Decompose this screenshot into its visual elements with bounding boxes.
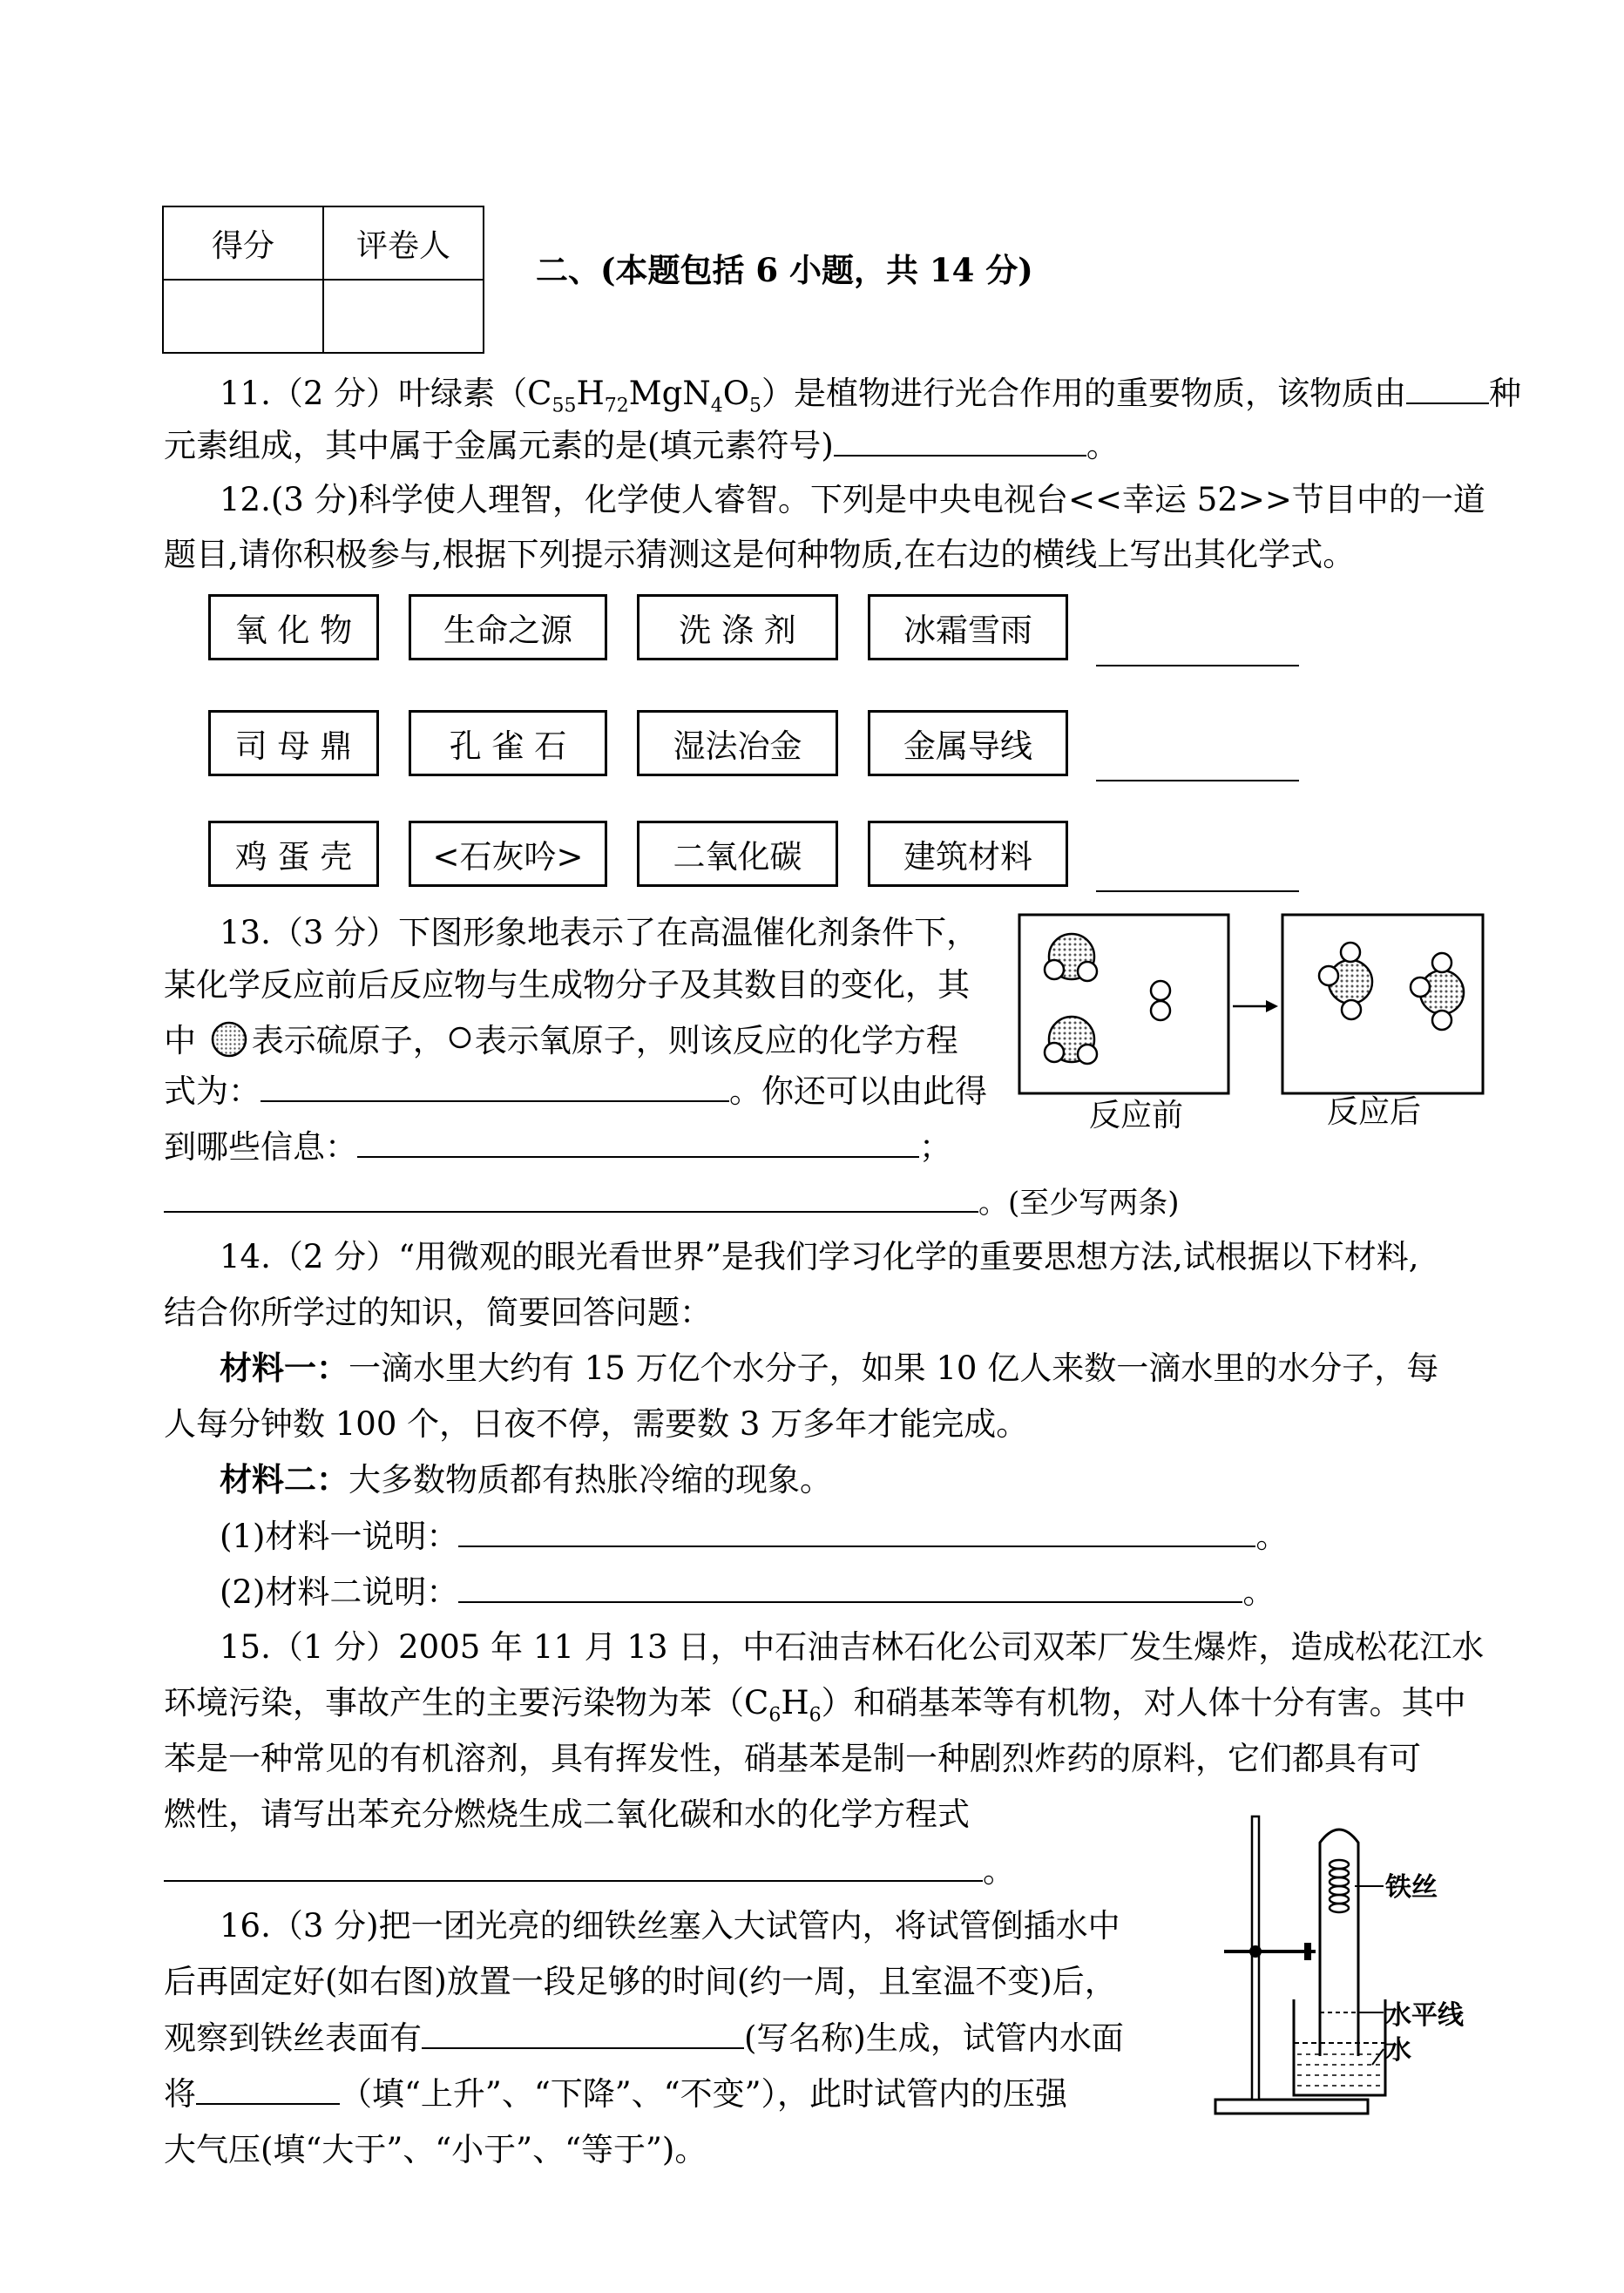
clue-box: 鸡 蛋 壳 (208, 821, 379, 887)
section-title: 二、(本题包括 6 小题，共 14 分) (536, 251, 1033, 289)
q13-info-blank1[interactable] (357, 1130, 919, 1158)
q14-material1-line2: 人每分钟数 100 个，日夜不停，需要数 3 万多年才能完成。 (164, 1405, 1029, 1443)
label-before: 反应前 (1089, 1098, 1184, 1133)
q13-line2: 某化学反应前后反应物与生成物分子及其数目的变化，其 (164, 966, 970, 1004)
clue-box: 二氧化碳 (637, 821, 838, 887)
q15-line3: 苯是一种常见的有机溶剂，具有挥发性，硝基苯是制一种剧烈炸药的原料，它们都具有可 (164, 1740, 1421, 1777)
clue-box: 生命之源 (409, 594, 607, 660)
q15-line4: 燃性，请写出苯充分燃烧生成二氧化碳和水的化学方程式 (164, 1796, 970, 1833)
score-table (162, 206, 484, 354)
q14-answer2: (2)材料二说明： 。 (220, 1573, 1276, 1611)
answer-line-1[interactable] (1096, 665, 1299, 666)
q14-material2: 材料二：大多数物质都有热胀冷缩的现象。 (220, 1460, 832, 1498)
beaker (1294, 1999, 1385, 2095)
oxygen-atom-icon (445, 1022, 475, 1057)
label-water-level: 水平线 (1385, 2000, 1464, 2031)
q16-line4: 将 （填“上升”、“下降”、“不变”），此时试管内的压强 (164, 2075, 1067, 2113)
clue-box: 冰霜雪雨 (868, 594, 1068, 660)
q15-line1: 15.（1 分）2005 年 11 月 13 日，中石油吉林石化公司双苯厂发生爆炸，造成松花江水 (220, 1628, 1485, 1666)
q15-equation-blank[interactable] (164, 1854, 983, 1882)
q14-blank2[interactable] (458, 1575, 1242, 1603)
q11-line1: 11.（2 分）叶绿素$(C_{55}H_{72}MgN_4O_5)$是植物进行光合作用的重要物质，该物质由 种 (220, 375, 1522, 417)
stand-rod (1252, 1816, 1259, 2100)
q16-blank2[interactable] (196, 2077, 340, 2105)
q12-line1: 12.(3 分)科学使人理智，化学使人睿智。下列是中央电视台<<幸运 52>>节目中的一道 (220, 481, 1485, 518)
test-tube (1320, 1830, 1358, 2056)
q11-blank2[interactable] (834, 429, 1086, 457)
sulfur-atom-icon (206, 1020, 252, 1059)
q14-line1: 14.（2 分）“用微观的眼光看世界”是我们学习化学的重要思想方法,试根据以下材料, (220, 1238, 1419, 1275)
score-cell[interactable] (163, 280, 323, 353)
q15-line2: 环境污染，事故产生的主要污染物为苯$(C_6H_6)$和硝基苯等有机物，对人体十分有害。其中 (164, 1684, 1466, 1727)
score-header: 得分 (163, 206, 323, 280)
reaction-diagram (1015, 910, 1490, 1141)
q13-line3: 中 表示硫原子， 表示氧原子，则该反应的化学方程 (164, 1022, 958, 1059)
label-iron-wire: 铁丝 (1385, 1872, 1438, 1903)
label-after: 反应后 (1327, 1094, 1422, 1130)
q14-blank1[interactable] (458, 1519, 1255, 1547)
stand-base (1215, 2100, 1368, 2114)
q16-line1: 16.（3 分)把一团光亮的细铁丝塞入大试管内，将试管倒插水中 (220, 1907, 1120, 1945)
grader-cell[interactable] (323, 280, 484, 353)
q11-line2: 元素组成，其中属于金属元素的是(填元素符号) 。 (164, 427, 1119, 464)
clue-box: 湿法冶金 (637, 710, 838, 776)
q13-line1: 13.（3 分）下图形象地表示了在高温催化剂条件下， (220, 914, 979, 951)
q13-line6: 。(至少写两条) (164, 1185, 1180, 1218)
q13-equation-blank[interactable] (261, 1074, 729, 1102)
q16-blank1[interactable] (422, 2021, 744, 2049)
q12-line2: 题目,请你积极参与,根据下列提示猜测这是何种物质,在右边的横线上写出其化学式。 (164, 536, 1356, 573)
q13-line4: 式为： 。你还可以由此得 (164, 1072, 987, 1110)
arrow-head-icon (1266, 1000, 1278, 1012)
q14-material1-line1: 材料一：一滴水里大约有 15 万亿个水分子，如果 10 亿人来数一滴水里的水分子，每 (220, 1349, 1439, 1387)
q15-line5: 。 (164, 1854, 1015, 1887)
before-box (1019, 915, 1228, 1093)
q16-line3: 观察到铁丝表面有 (写名称)生成，试管内水面 (164, 2019, 1124, 2057)
q13-line5: 到哪些信息： ； (164, 1128, 951, 1166)
label-water: 水 (1385, 2035, 1411, 2066)
q14-answer1: (1)材料一说明： 。 (220, 1518, 1289, 1555)
grader-header: 评卷人 (323, 206, 484, 280)
clue-box: 建筑材料 (868, 821, 1068, 887)
q16-line5: 大气压(填“大于”、“小于”、“等于”)。 (164, 2131, 707, 2168)
clue-box: 孔 雀 石 (409, 710, 607, 776)
clue-box: 金属导线 (868, 710, 1068, 776)
q16-line2: 后再固定好(如右图)放置一段足够的时间(约一周，且室温不变)后， (164, 1963, 1117, 2000)
q11-blank1[interactable] (1406, 376, 1489, 404)
answer-line-2[interactable] (1096, 780, 1299, 781)
clue-box: 氧 化 物 (208, 594, 379, 660)
clue-box: 洗 涤 剂 (637, 594, 838, 660)
clue-box: <石灰吟> (409, 821, 607, 887)
answer-line-3[interactable] (1096, 890, 1299, 892)
q13-info-blank2[interactable] (164, 1185, 978, 1213)
iron-wire-apparatus (1207, 1803, 1494, 2121)
q14-line2: 结合你所学过的知识，简要回答问题： (164, 1294, 712, 1331)
clue-box: 司 母 鼎 (208, 710, 379, 776)
iron-wire-coil (1330, 1860, 1349, 1912)
